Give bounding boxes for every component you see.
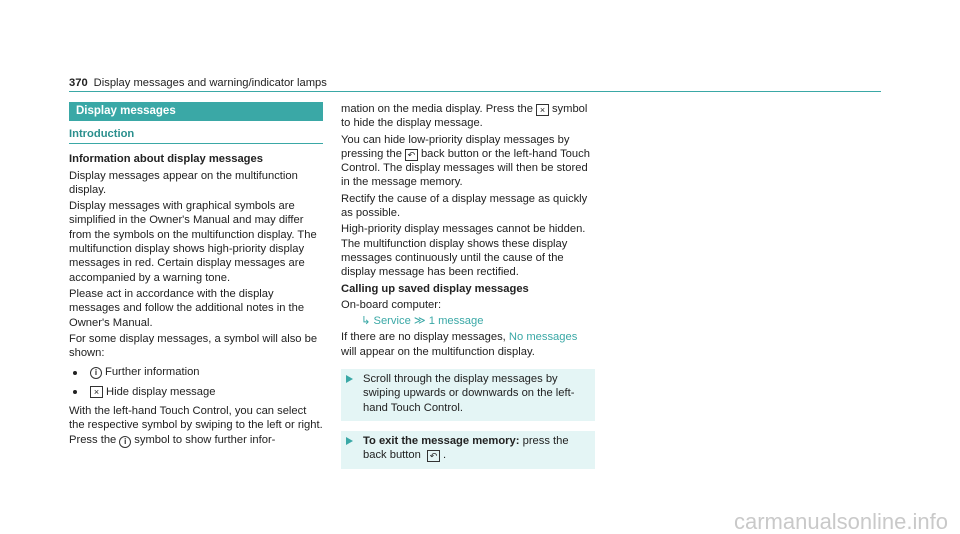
subsection-divider	[69, 143, 323, 144]
paragraph-text: mation on the media display. Press the	[341, 103, 533, 115]
paragraph: Please act in accordance with the display messages and follow the additional notes in the Owner's Manual.	[69, 287, 305, 329]
subsection-title: Introduction	[69, 128, 135, 140]
instruction-step	[341, 431, 595, 469]
paragraph	[341, 102, 595, 131]
paragraph: Rectify the cause of a display message as quickly as possible.	[341, 192, 588, 220]
close-icon: ×	[90, 386, 103, 398]
back-icon: ↶	[405, 149, 418, 161]
info-icon: i	[119, 436, 131, 448]
instruction-step	[341, 369, 595, 421]
double-chevron-icon: ≫	[413, 315, 429, 328]
list-item	[69, 365, 323, 379]
list-item-label: Hide display message	[106, 385, 216, 398]
paragraph: On-board computer:	[341, 298, 442, 311]
menu-path	[361, 314, 595, 328]
paragraph: For some display messages, a symbol will also be shown:	[69, 332, 318, 360]
step-bold-text: To exit the message memory:	[363, 434, 520, 447]
right-column	[341, 102, 595, 469]
calling-heading: Calling up saved display messages	[341, 282, 529, 295]
paragraph-text: symbol to hide the display message.	[341, 103, 588, 130]
watermark: carmanualsonline.info	[733, 508, 948, 534]
paragraph-text: symbol to show further infor-	[134, 433, 276, 446]
paragraph-text: If there are no display messages,	[341, 331, 506, 344]
step-rest-text: press the back button	[363, 434, 569, 462]
path-message: 1 message	[428, 315, 484, 328]
paragraph-text: You can hide low-priority display messages by pressing the	[341, 133, 570, 160]
paragraph	[341, 330, 595, 359]
paragraph	[69, 404, 323, 448]
page-number: 370	[69, 77, 88, 89]
no-messages-text: No messages	[508, 331, 578, 344]
step-arrow-icon	[346, 375, 353, 383]
paragraph: Display messages with graphical symbols are simplified in the Owner's Manual and may differ from the symbols on the multifunction display. The multifunction display shows high-priority display messages in red. Certain display messages are accompanied by a warning tone.	[69, 200, 317, 284]
paragraph	[341, 133, 595, 190]
info-heading: Information about display messages	[69, 153, 263, 166]
info-icon: i	[90, 367, 102, 379]
list-item-label: Further information	[105, 366, 200, 379]
step-text: To exit the message memory: press the back button ↶ .	[363, 434, 569, 462]
section-title: Display messages	[69, 102, 323, 121]
page-header	[69, 76, 881, 90]
bullet-dot	[73, 390, 77, 394]
paragraph-text: back button or the left-hand Touch Control. The display messages will then be stored in the message memory.	[341, 147, 590, 189]
step-text: Scroll through the display messages by swiping upwards or downwards on the left-hand Touch Control.	[363, 373, 575, 414]
left-column	[69, 102, 323, 450]
arrow-right-icon: ↳	[361, 315, 374, 328]
path-service: Service	[373, 315, 411, 328]
bullet-dot	[73, 371, 77, 375]
header-divider	[69, 91, 881, 92]
page-header-title: Display messages and warning/indicator lamps	[93, 77, 327, 89]
paragraph: Display messages appear on the multifunction display.	[69, 169, 298, 196]
paragraph-text: will appear on the multifunction display.	[341, 345, 535, 358]
paragraph: High-priority display messages cannot be hidden. The multifunction display shows these display messages continuously until the cause of the display message has been rectified.	[341, 223, 586, 279]
paragraph-text: With the left-hand Touch Control, you can select the respective symbol by swiping to the left or right. Press the	[69, 405, 323, 446]
back-icon: ↶	[427, 450, 440, 462]
list-item	[69, 385, 323, 399]
close-icon: ×	[536, 104, 549, 116]
step-arrow-icon	[346, 437, 353, 445]
